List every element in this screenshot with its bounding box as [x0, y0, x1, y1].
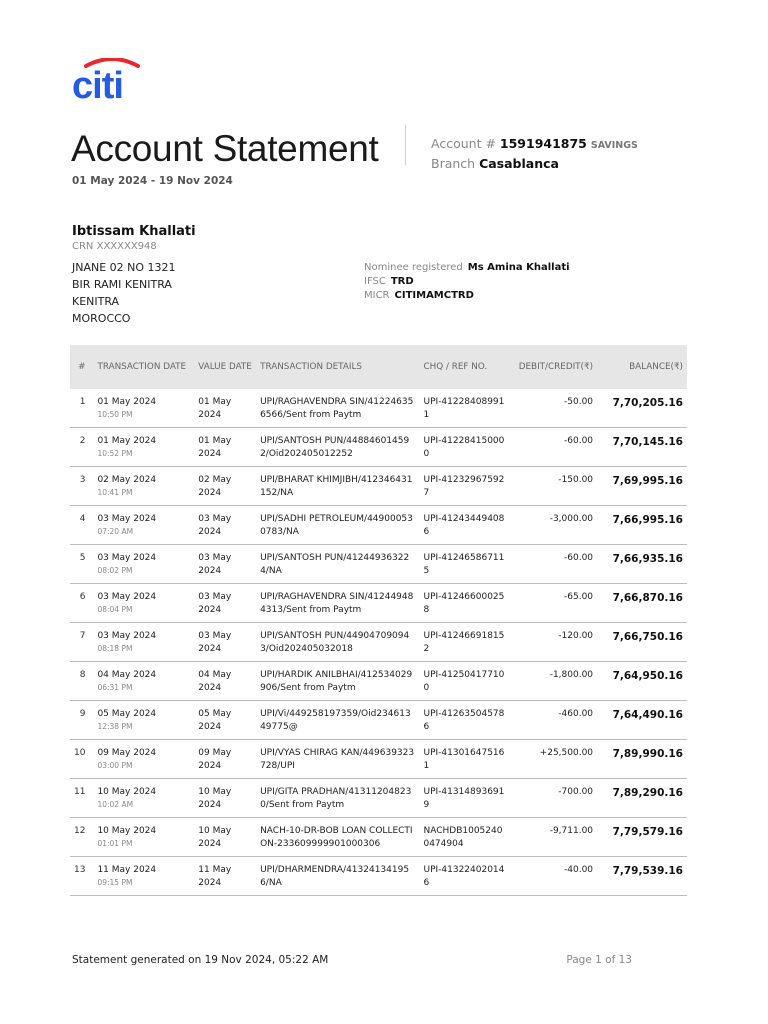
reference-number: UPI-412284150000	[423, 436, 505, 459]
balance-amount: 7,89,290.16	[612, 787, 683, 799]
transaction-date-cell	[93, 623, 194, 662]
debit-credit-amount: -3,000.00	[549, 514, 594, 524]
transaction-details: UPI/SADHI PETROLEUM/449000530783/NA	[260, 514, 413, 537]
transaction-details: UPI/GITA PRADHAN/413112048230/Sent from Paytm	[260, 787, 412, 810]
balance-amount: 7,70,205.16	[612, 397, 683, 409]
branch-label: Branch	[431, 156, 476, 171]
address-line: JNANE 02 NO 1321	[72, 261, 176, 274]
row-index: 8	[79, 670, 86, 680]
transaction-details: UPI/SANTOSH PUN/412449363224/NA	[260, 553, 410, 576]
col-header-debit-credit: DEBIT/CREDIT(₹)	[518, 362, 594, 372]
account-number: 1591941875	[499, 136, 587, 151]
value-date: 02 May 2024	[198, 475, 232, 498]
bank-details	[364, 261, 570, 303]
reference-number: UPI-412466000258	[423, 592, 505, 615]
transaction-date-cell	[93, 428, 194, 467]
table-row	[70, 740, 687, 779]
transaction-date-cell	[93, 740, 194, 779]
transaction-date: 11 May 2024	[97, 865, 157, 875]
row-index: 1	[79, 397, 86, 407]
transaction-date-cell	[93, 389, 194, 428]
debit-credit-amount: -60.00	[564, 553, 594, 563]
transaction-time: 09:15 PM	[97, 877, 133, 887]
transaction-details: UPI/SANTOSH PUN/449047090943/Oid202405032018	[260, 631, 410, 654]
transaction-details: UPI/DHARMENDRA/413241341956/NA	[260, 865, 410, 888]
transaction-time: 03:00 PM	[97, 760, 133, 770]
table-row	[70, 857, 687, 896]
transaction-date-cell	[93, 662, 194, 701]
account-type: SAVINGS	[590, 140, 638, 151]
nominee-name: Ms Amina Khallati	[467, 262, 570, 273]
balance-amount: 7,66,935.16	[612, 553, 683, 565]
transaction-date: 03 May 2024	[97, 514, 157, 524]
debit-credit-amount: -50.00	[564, 397, 594, 407]
row-index: 3	[79, 475, 86, 485]
account-label: Account #	[431, 136, 496, 151]
transaction-time: 10:50 PM	[97, 409, 133, 419]
balance-amount: 7,70,145.16	[612, 436, 683, 448]
reference-number: NACHDB10052400474904	[423, 826, 503, 849]
debit-credit-amount: -65.00	[564, 592, 594, 602]
account-info	[431, 135, 638, 173]
transaction-details: UPI/HARDIK ANILBHAI/412534029906/Sent from Paytm	[260, 670, 413, 693]
transaction-time: 12:38 PM	[97, 721, 133, 731]
col-header-value-date: VALUE DATE	[198, 362, 252, 372]
debit-credit-amount: +25,500.00	[539, 748, 594, 758]
transaction-time: 08:04 PM	[97, 604, 133, 614]
citi-logo	[72, 58, 152, 102]
transaction-date-cell	[93, 506, 194, 545]
transaction-time: 07:20 AM	[97, 526, 134, 536]
debit-credit-amount: -60.00	[564, 436, 594, 446]
reference-number: UPI-412466918152	[423, 631, 505, 654]
transaction-details: UPI/BHARAT KHIMJIBH/412346431152/NA	[260, 475, 413, 498]
value-date: 11 May 2024	[198, 865, 232, 888]
transaction-date: 04 May 2024	[97, 670, 157, 680]
col-header-balance: BALANCE(₹)	[629, 362, 683, 372]
col-header-details: TRANSACTION DETAILS	[260, 362, 362, 372]
reference-number: UPI-412465867115	[423, 553, 505, 576]
transaction-time: 01:01 PM	[97, 838, 133, 848]
reference-number: UPI-412284089911	[423, 397, 505, 420]
balance-amount: 7,89,990.16	[612, 748, 683, 760]
transaction-details: NACH-10-DR-BOB LOAN COLLECTION-233609999901000306	[260, 826, 413, 849]
transaction-date-cell	[93, 818, 194, 857]
reference-number: UPI-412434494086	[423, 514, 505, 537]
transaction-details: UPI/Vi/449258197359/Oid23461349775@	[260, 709, 411, 732]
row-index: 5	[79, 553, 86, 563]
table-row	[70, 467, 687, 506]
transaction-date: 10 May 2024	[97, 826, 157, 836]
row-index: 11	[74, 787, 86, 797]
transaction-date: 03 May 2024	[97, 592, 157, 602]
micr-label: MICR	[364, 290, 390, 301]
reference-number: UPI-412635045786	[423, 709, 505, 732]
table-row	[70, 623, 687, 662]
transaction-date-cell	[93, 545, 194, 584]
row-index: 12	[74, 826, 86, 836]
table-row	[70, 818, 687, 857]
col-header-transaction-date: TRANSACTION DATE	[97, 362, 187, 372]
row-index: 10	[74, 748, 86, 758]
balance-amount: 7,66,995.16	[612, 514, 683, 526]
row-index: 4	[79, 514, 86, 524]
transaction-date: 01 May 2024	[97, 397, 157, 407]
value-date: 03 May 2024	[198, 592, 232, 615]
reference-number: UPI-413016475161	[423, 748, 505, 771]
debit-credit-amount: -40.00	[564, 865, 594, 875]
table-row	[70, 584, 687, 623]
transaction-date-cell	[93, 584, 194, 623]
transaction-details: UPI/SANTOSH PUN/448846014592/Oid202405012252	[260, 436, 410, 459]
customer-name: Ibtissam Khallati	[72, 224, 196, 239]
balance-amount: 7,64,950.16	[612, 670, 683, 682]
address-line: KENITRA	[72, 295, 120, 308]
table-row	[70, 545, 687, 584]
transaction-time: 08:02 PM	[97, 565, 133, 575]
transaction-date-cell	[93, 857, 194, 896]
transaction-date-cell	[93, 467, 194, 506]
customer-address	[72, 259, 176, 327]
value-date: 03 May 2024	[198, 553, 232, 576]
transaction-date: 03 May 2024	[97, 553, 157, 563]
transaction-date: 09 May 2024	[97, 748, 157, 758]
value-date: 03 May 2024	[198, 631, 232, 654]
transaction-time: 08:18 PM	[97, 643, 133, 653]
balance-amount: 7,79,579.16	[612, 826, 683, 838]
table-header-row	[70, 345, 687, 389]
balance-amount: 7,79,539.16	[612, 865, 683, 877]
nominee-label: Nominee registered	[364, 262, 463, 273]
transactions-body	[70, 389, 687, 896]
col-header-index: #	[78, 362, 86, 372]
transaction-date: 05 May 2024	[97, 709, 157, 719]
transaction-time: 10:41 PM	[97, 487, 133, 497]
transaction-details: UPI/VYAS CHIRAG KAN/449639323728/UPI	[260, 748, 415, 771]
table-row	[70, 701, 687, 740]
value-date: 05 May 2024	[198, 709, 232, 732]
transaction-details: UPI/RAGHAVENDRA SIN/412449484313/Sent from Paytm	[260, 592, 414, 615]
balance-amount: 7,69,995.16	[612, 475, 683, 487]
branch-name: Casablanca	[479, 156, 559, 171]
transaction-time: 10:52 PM	[97, 448, 133, 458]
value-date: 10 May 2024	[198, 826, 232, 849]
statement-generated: Statement generated on 19 Nov 2024, 05:22 AM	[72, 954, 329, 966]
row-index: 6	[79, 592, 86, 602]
transaction-details: UPI/RAGHAVENDRA SIN/412246356566/Sent from Paytm	[260, 397, 414, 420]
balance-amount: 7,66,870.16	[612, 592, 683, 604]
value-date: 03 May 2024	[198, 514, 232, 537]
transaction-time: 06:31 PM	[97, 682, 133, 692]
debit-credit-amount: -1,800.00	[549, 670, 594, 680]
table-row	[70, 662, 687, 701]
row-index: 7	[79, 631, 86, 641]
value-date: 09 May 2024	[198, 748, 232, 771]
row-index: 13	[74, 865, 86, 875]
transaction-date: 01 May 2024	[97, 436, 157, 446]
value-date: 04 May 2024	[198, 670, 232, 693]
micr-value: CITIMAMCTRD	[394, 290, 474, 301]
page-title: Account Statement	[71, 128, 379, 169]
page-indicator: Page 1 of 13	[566, 954, 632, 966]
debit-credit-amount: -460.00	[558, 709, 594, 719]
debit-credit-amount: -9,711.00	[549, 826, 594, 836]
transaction-time: 10:02 AM	[97, 799, 134, 809]
statement-period: 01 May 2024 - 19 Nov 2024	[72, 175, 233, 187]
address-line: MOROCCO	[72, 312, 131, 325]
table-row	[70, 506, 687, 545]
svg-text:citi: citi	[72, 65, 123, 102]
reference-number: UPI-412504177100	[423, 670, 505, 693]
reference-number: UPI-412329675927	[423, 475, 505, 498]
value-date: 01 May 2024	[198, 436, 232, 459]
customer-crn: CRN XXXXXX948	[72, 241, 157, 252]
transaction-date: 02 May 2024	[97, 475, 157, 485]
transactions-table	[70, 345, 687, 896]
balance-amount: 7,64,490.16	[612, 709, 683, 721]
table-row	[70, 428, 687, 467]
col-header-ref: CHQ / REF NO.	[423, 362, 488, 372]
address-line: BIR RAMI KENITRA	[72, 278, 172, 291]
header-divider	[405, 125, 406, 165]
row-index: 9	[79, 709, 86, 719]
reference-number: UPI-413148936919	[423, 787, 505, 810]
ifsc-label: IFSC	[364, 276, 386, 287]
transaction-date-cell	[93, 701, 194, 740]
transaction-date: 03 May 2024	[97, 631, 157, 641]
table-row	[70, 779, 687, 818]
value-date: 01 May 2024	[198, 397, 232, 420]
debit-credit-amount: -120.00	[558, 631, 594, 641]
ifsc-value: TRD	[390, 276, 414, 287]
debit-credit-amount: -150.00	[558, 475, 594, 485]
table-row	[70, 389, 687, 428]
balance-amount: 7,66,750.16	[612, 631, 683, 643]
debit-credit-amount: -700.00	[558, 787, 594, 797]
transaction-date: 10 May 2024	[97, 787, 157, 797]
value-date: 10 May 2024	[198, 787, 232, 810]
transaction-date-cell	[93, 779, 194, 818]
reference-number: UPI-413224020146	[423, 865, 505, 888]
row-index: 2	[79, 436, 86, 446]
